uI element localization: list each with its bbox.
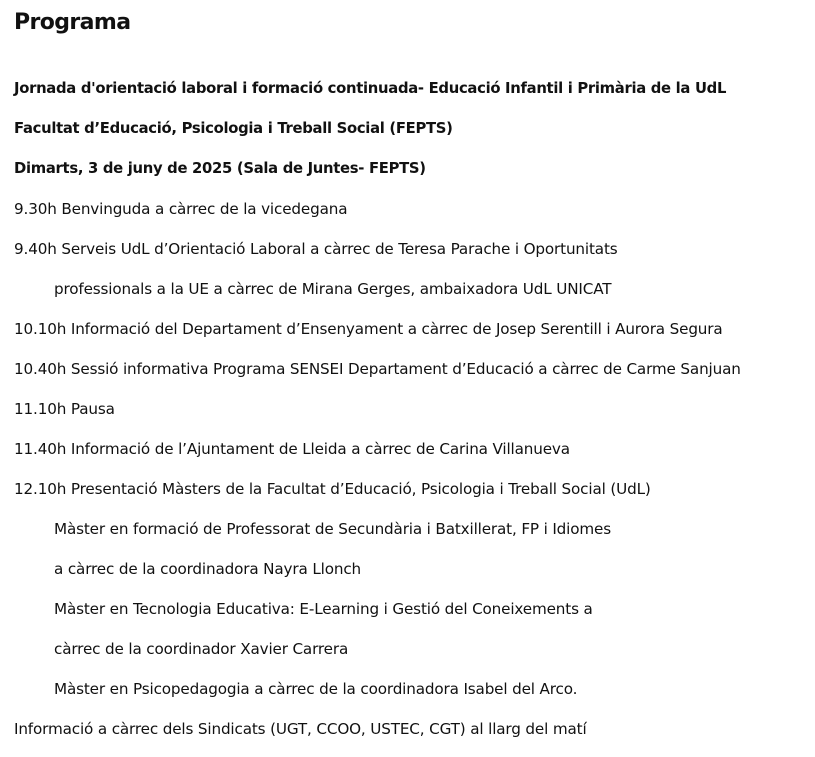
page-title: Programa [14, 10, 131, 35]
schedule-item-masters: 12.10h Presentació Màsters de la Facultat d’Educació, Psicologia i Treball Social (UdL) [14, 480, 651, 498]
schedule-item-sindicats: Informació a càrrec dels Sindicats (UGT, CCOO, USTEC, CGT) al llarg del matí [14, 720, 587, 738]
schedule-item-department: 10.10h Informació del Departament d’Ensenyament a càrrec de Josep Serentill i Aurora Segura [14, 320, 723, 338]
event-title: Jornada d'orientació laboral i formació continuada- Educació Infantil i Primària de la UdL [14, 80, 727, 97]
master-item-tecnologia: Màster en Tecnologia Educativa: E-Learning i Gestió del Coneixements a [54, 600, 593, 618]
schedule-item-welcome: 9.30h Benvinguda a càrrec de la vicedegana [14, 200, 348, 218]
schedule-item-sensei: 10.40h Sessió informativa Programa SENSEI Departament d’Educació a càrrec de Carme Sanjuan [14, 360, 741, 378]
master-item-psicopedagogia: Màster en Psicopedagogia a càrrec de la coordinadora Isabel del Arco. [54, 680, 578, 698]
master-item-secundaria: Màster en formació de Professorat de Secundària i Batxillerat, FP i Idiomes [54, 520, 611, 538]
master-item-tecnologia-cont: càrrec de la coordinador Xavier Carrera [54, 640, 349, 658]
schedule-item-break: 11.10h Pausa [14, 400, 115, 418]
faculty-name: Facultat d’Educació, Psicologia i Treball Social (FEPTS) [14, 120, 453, 137]
schedule-item-ajuntament: 11.40h Informació de l’Ajuntament de Lleida a càrrec de Carina Villanueva [14, 440, 570, 458]
schedule-item-orientation: 9.40h Serveis UdL d’Orientació Laboral a càrrec de Teresa Parache i Oportunitats [14, 240, 618, 258]
event-date: Dimarts, 3 de juny de 2025 (Sala de Juntes- FEPTS) [14, 160, 426, 177]
master-item-secundaria-cont: a càrrec de la coordinadora Nayra Llonch [54, 560, 361, 578]
schedule-item-orientation-cont: professionals a la UE a càrrec de Mirana Gerges, ambaixadora UdL UNICAT [54, 280, 612, 298]
